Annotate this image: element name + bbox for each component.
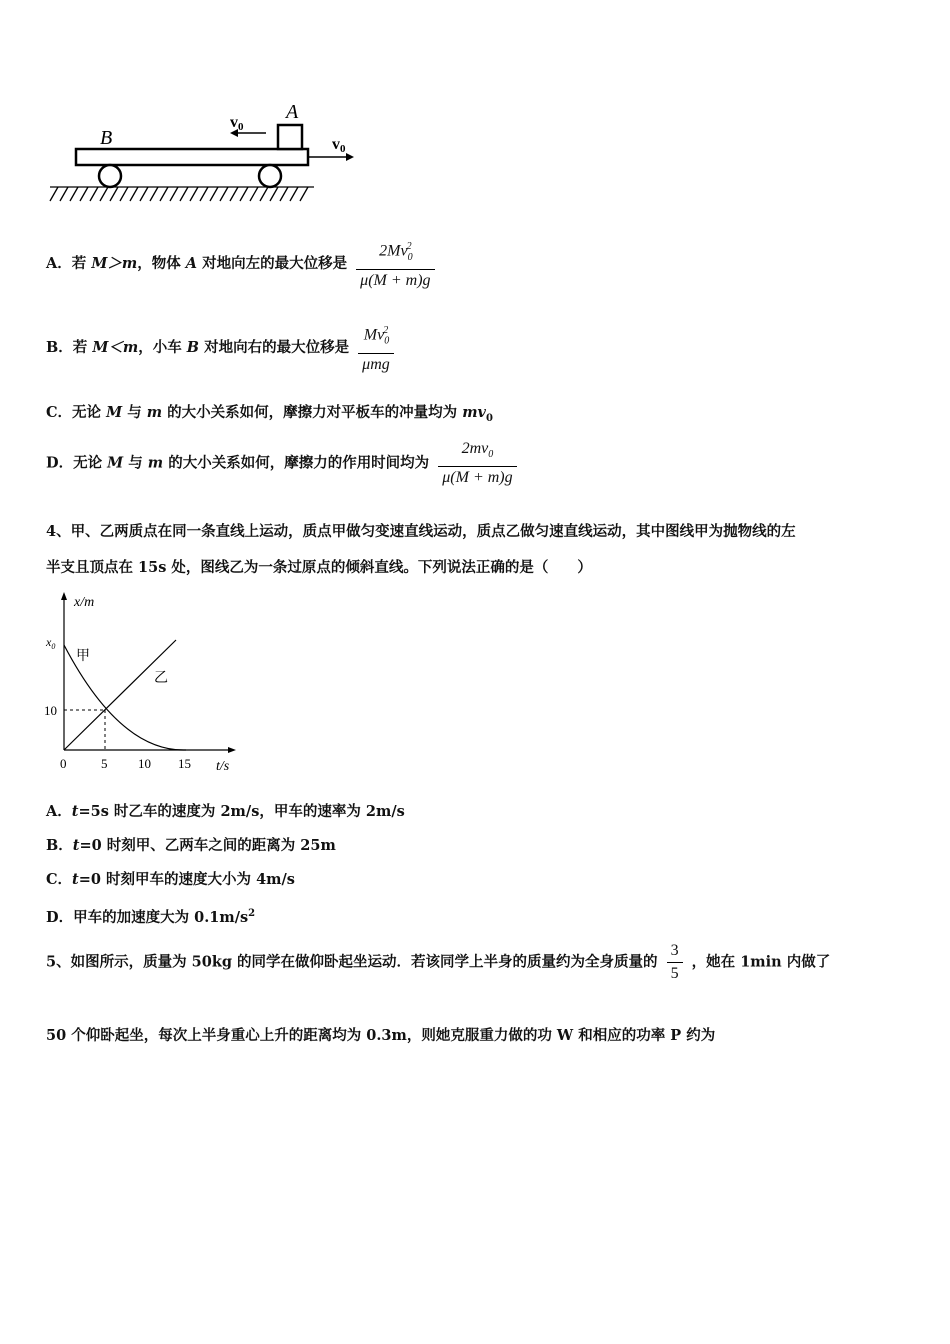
- q4-option-a: A．t=5s 时乙车的速度为 2m/s，甲车的速率为 2m/s: [46, 803, 405, 820]
- q4-stem-line-2: 半支且顶点在 15s 处，图线乙为一条过原点的倾斜直线。下列说法正确的是（ ）: [46, 559, 592, 576]
- q5-stem-line-2: 50 个仰卧起坐，每次上半身重心上升的距离均为 0.3m，则她克服重力做的功 W 和相应的功率 P 约为: [46, 1027, 716, 1044]
- cart-wheel-right: [259, 165, 281, 187]
- y-axis-label: x/m: [74, 595, 95, 610]
- q3-option-c: C．无论 M 与 m 的大小关系如何，摩擦力对平板车的冲量均为 $mv_0$: [46, 404, 493, 424]
- x-tick-10: 10: [138, 756, 151, 771]
- q4-option-c: C．t=0 时刻甲车的速度大小为 4m/s: [46, 871, 295, 888]
- x-tick-15: 15: [178, 756, 191, 771]
- fraction-d: $\frac{2mv_0}{\mu(M + m)g}$: [438, 438, 516, 489]
- x-axis-arrow: [228, 747, 236, 753]
- fraction-b: $\frac{Mv_0^2}{\text{μmg}}$: [358, 320, 394, 376]
- q4-stem-line-1: 4、甲、乙两质点在同一条直线上运动，质点甲做匀变速直线运动，质点乙做匀速直线运动，其中图线甲为抛物线的左: [46, 523, 796, 540]
- ground-hatching: [50, 187, 314, 201]
- q4-option-d: D．甲车的加速度大为 $0.1m/s^2$: [46, 908, 256, 926]
- x-tick-0: 0: [60, 756, 67, 771]
- fraction-a: $\frac{2Mv_0^2}{\mu(M + m)g}$: [356, 236, 434, 292]
- q5-stem-line-1: 5、如图所示，质量为 50kg 的同学在做仰卧起坐运动．若该同学上半身的质量约为全身质量的 $\frac{3}{5}$ ，她在 1min 内做了: [46, 940, 830, 985]
- cart-body: [76, 149, 308, 165]
- y-axis-arrow: [61, 592, 67, 600]
- x-t-graph: [40, 588, 250, 778]
- x-tick-5: 5: [101, 756, 108, 771]
- x0-label: $x_0$: [46, 635, 56, 651]
- arrow-right-head: [346, 153, 354, 161]
- q4-option-b: B．t=0 时刻甲、乙两车之间的距离为 25m: [46, 837, 336, 854]
- fraction-3-5: $\frac{3}{5}$: [667, 940, 683, 985]
- label-v0-left: v0: [230, 114, 244, 133]
- cart-wheel-left: [99, 165, 121, 187]
- label-jia: 甲: [76, 649, 90, 664]
- q3-option-b: B．若 M＜m，小车 B 对地向右的最大位移是 $\frac{Mv_0^2}{\text{μmg}}$: [46, 320, 394, 376]
- y-tick-10: 10: [44, 703, 57, 718]
- label-b: B: [100, 127, 113, 149]
- q3-option-d: D．无论 M 与 m 的大小关系如何，摩擦力的作用时间均为 $\frac{2mv_0}{\mu(M + m)g}$: [46, 438, 517, 489]
- block-a: [278, 125, 302, 149]
- cart-block-figure: [44, 96, 364, 208]
- label-v0-right: v0: [332, 136, 346, 155]
- label-yi: 乙: [154, 671, 168, 686]
- q3-option-a: A．若 M＞m，物体 A 对地向左的最大位移是 $\frac{2Mv_0^2}{\mu(M + m)g}$: [46, 236, 435, 292]
- x-axis-label: t/s: [216, 759, 230, 774]
- label-a: A: [286, 101, 299, 123]
